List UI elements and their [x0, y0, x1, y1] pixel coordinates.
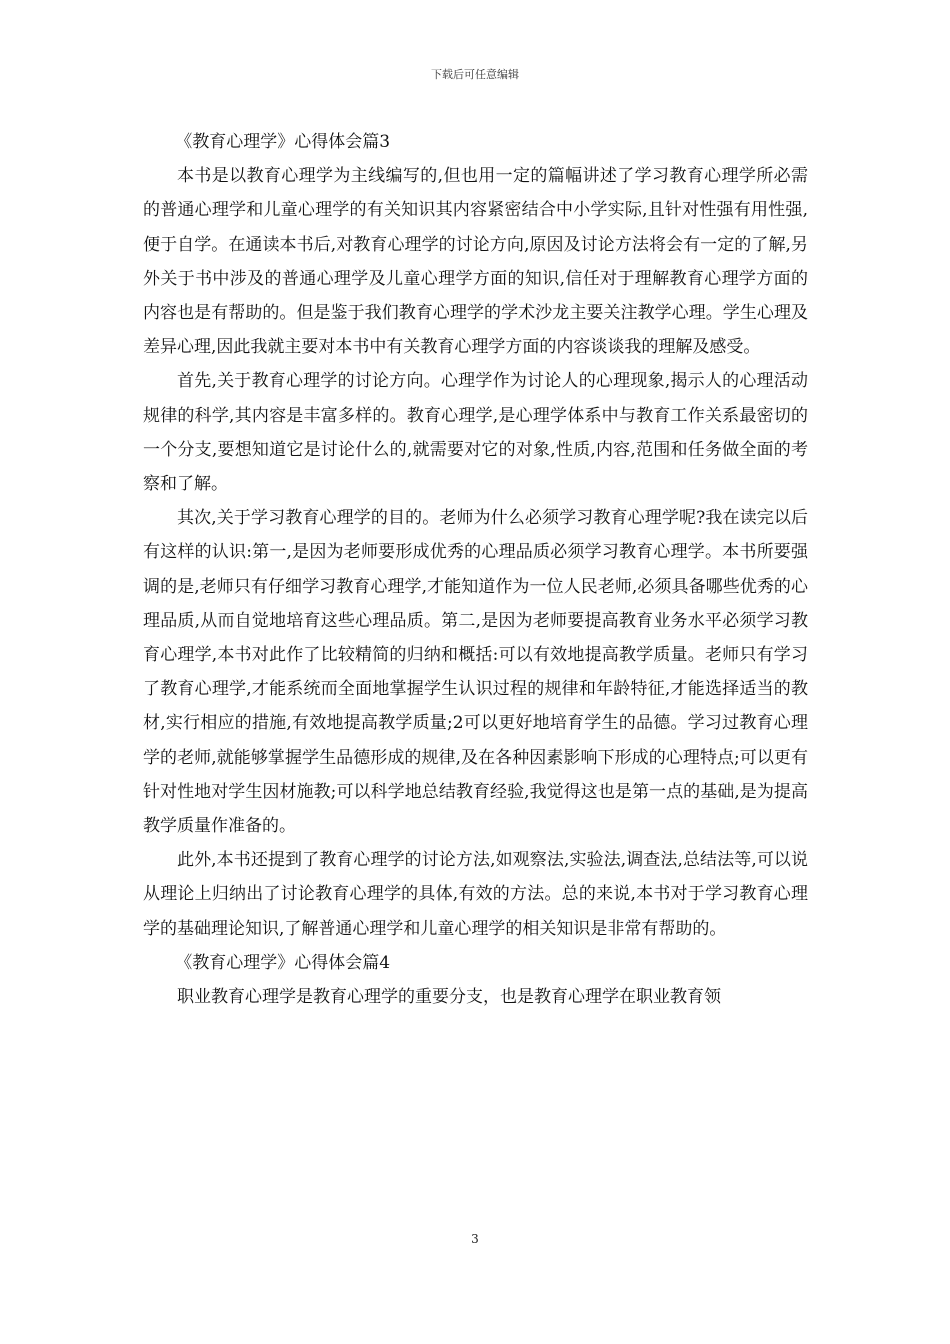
paragraph: 首先,关于教育心理学的讨论方向。心理学作为讨论人的心理现象,揭示人的心理活动规律的科学,其内容是丰富多样的。教育心理学,是心理学体系中与教育工作关系最密切的一个分支,要想知道它是讨论什么的,就需要对它的对象,性质,内容,范围和任务做全面的考察和了解。 [143, 371, 808, 495]
paragraph: 其次,关于学习教育心理学的目的。老师为什么必须学习教育心理学呢?我在读完以后有这样的认识:第一,是因为老师要形成优秀的心理品质必须学习教育心理学。本书所要强调的是,老师只有仔细学习教育心理学,才能知道作为一位人民老师,必须具备哪些优秀的心理品质,从而自觉地培育这些心理品质。第二,是因为老师要提高教育业务水平必须学习教育心理学,本书对此作了比较精简的归纳和概括:可以有效地提高教学质量。老师只有学习了教育心理学,才能系统而全面地掌握学生认识过程的规律和年龄特征,才能选择适当的教材,实行相应的措施,有效地提高教学质量;2可以更好地培育学生的品德。学习过教育心理学的老师,就能够掌握学生品德形成的规律,及在各种因素影响下形成的心理特点;可以更有针对性地对学生因材施教;可以科学地总结教育经验,我觉得这也是第一点的基础,是为提高教学质量作准备的。 [143, 508, 808, 837]
section-title: 《教育心理学》心得体会篇3 [175, 132, 391, 152]
document-body [143, 125, 808, 1014]
section-title: 《教育心理学》心得体会篇4 [175, 952, 391, 973]
paragraph: 本书是以教育心理学为主线编写的,但也用一定的篇幅讲述了学习教育心理学所必需的普通心理学和儿童心理学的有关知识其内容紧密结合中小学实际,且针对性强有用性强,便于自学。在通读本书后,对教育心理学的讨论方向,原因及讨论方法将会有一定的了解,另外关于书中涉及的普通心理学及儿童心理学方面的知识,信任对于理解教育心理学方面的内容也是有帮助的。但是鉴于我们教育心理学的学术沙龙主要关注教学心理。学生心理及差异心理,因此我就主要对本书中有关教育心理学方面的内容谈谈我的理解及感受。 [143, 166, 808, 358]
page-header: 下载后可任意编辑 [431, 68, 519, 81]
paragraph: 职业教育心理学是教育心理学的重要分支，也是教育心理学在职业教育领 [177, 987, 721, 1008]
page-number: 3 [471, 1232, 479, 1246]
paragraph: 此外,本书还提到了教育心理学的讨论方法,如观察法,实验法,调查法,总结法等,可以说从理论上归纳出了讨论教育心理学的具体,有效的方法。总的来说,本书对于学习教育心理学的基础理论知识,了解普通心理学和儿童心理学的相关知识是非常有帮助的。 [143, 850, 808, 939]
